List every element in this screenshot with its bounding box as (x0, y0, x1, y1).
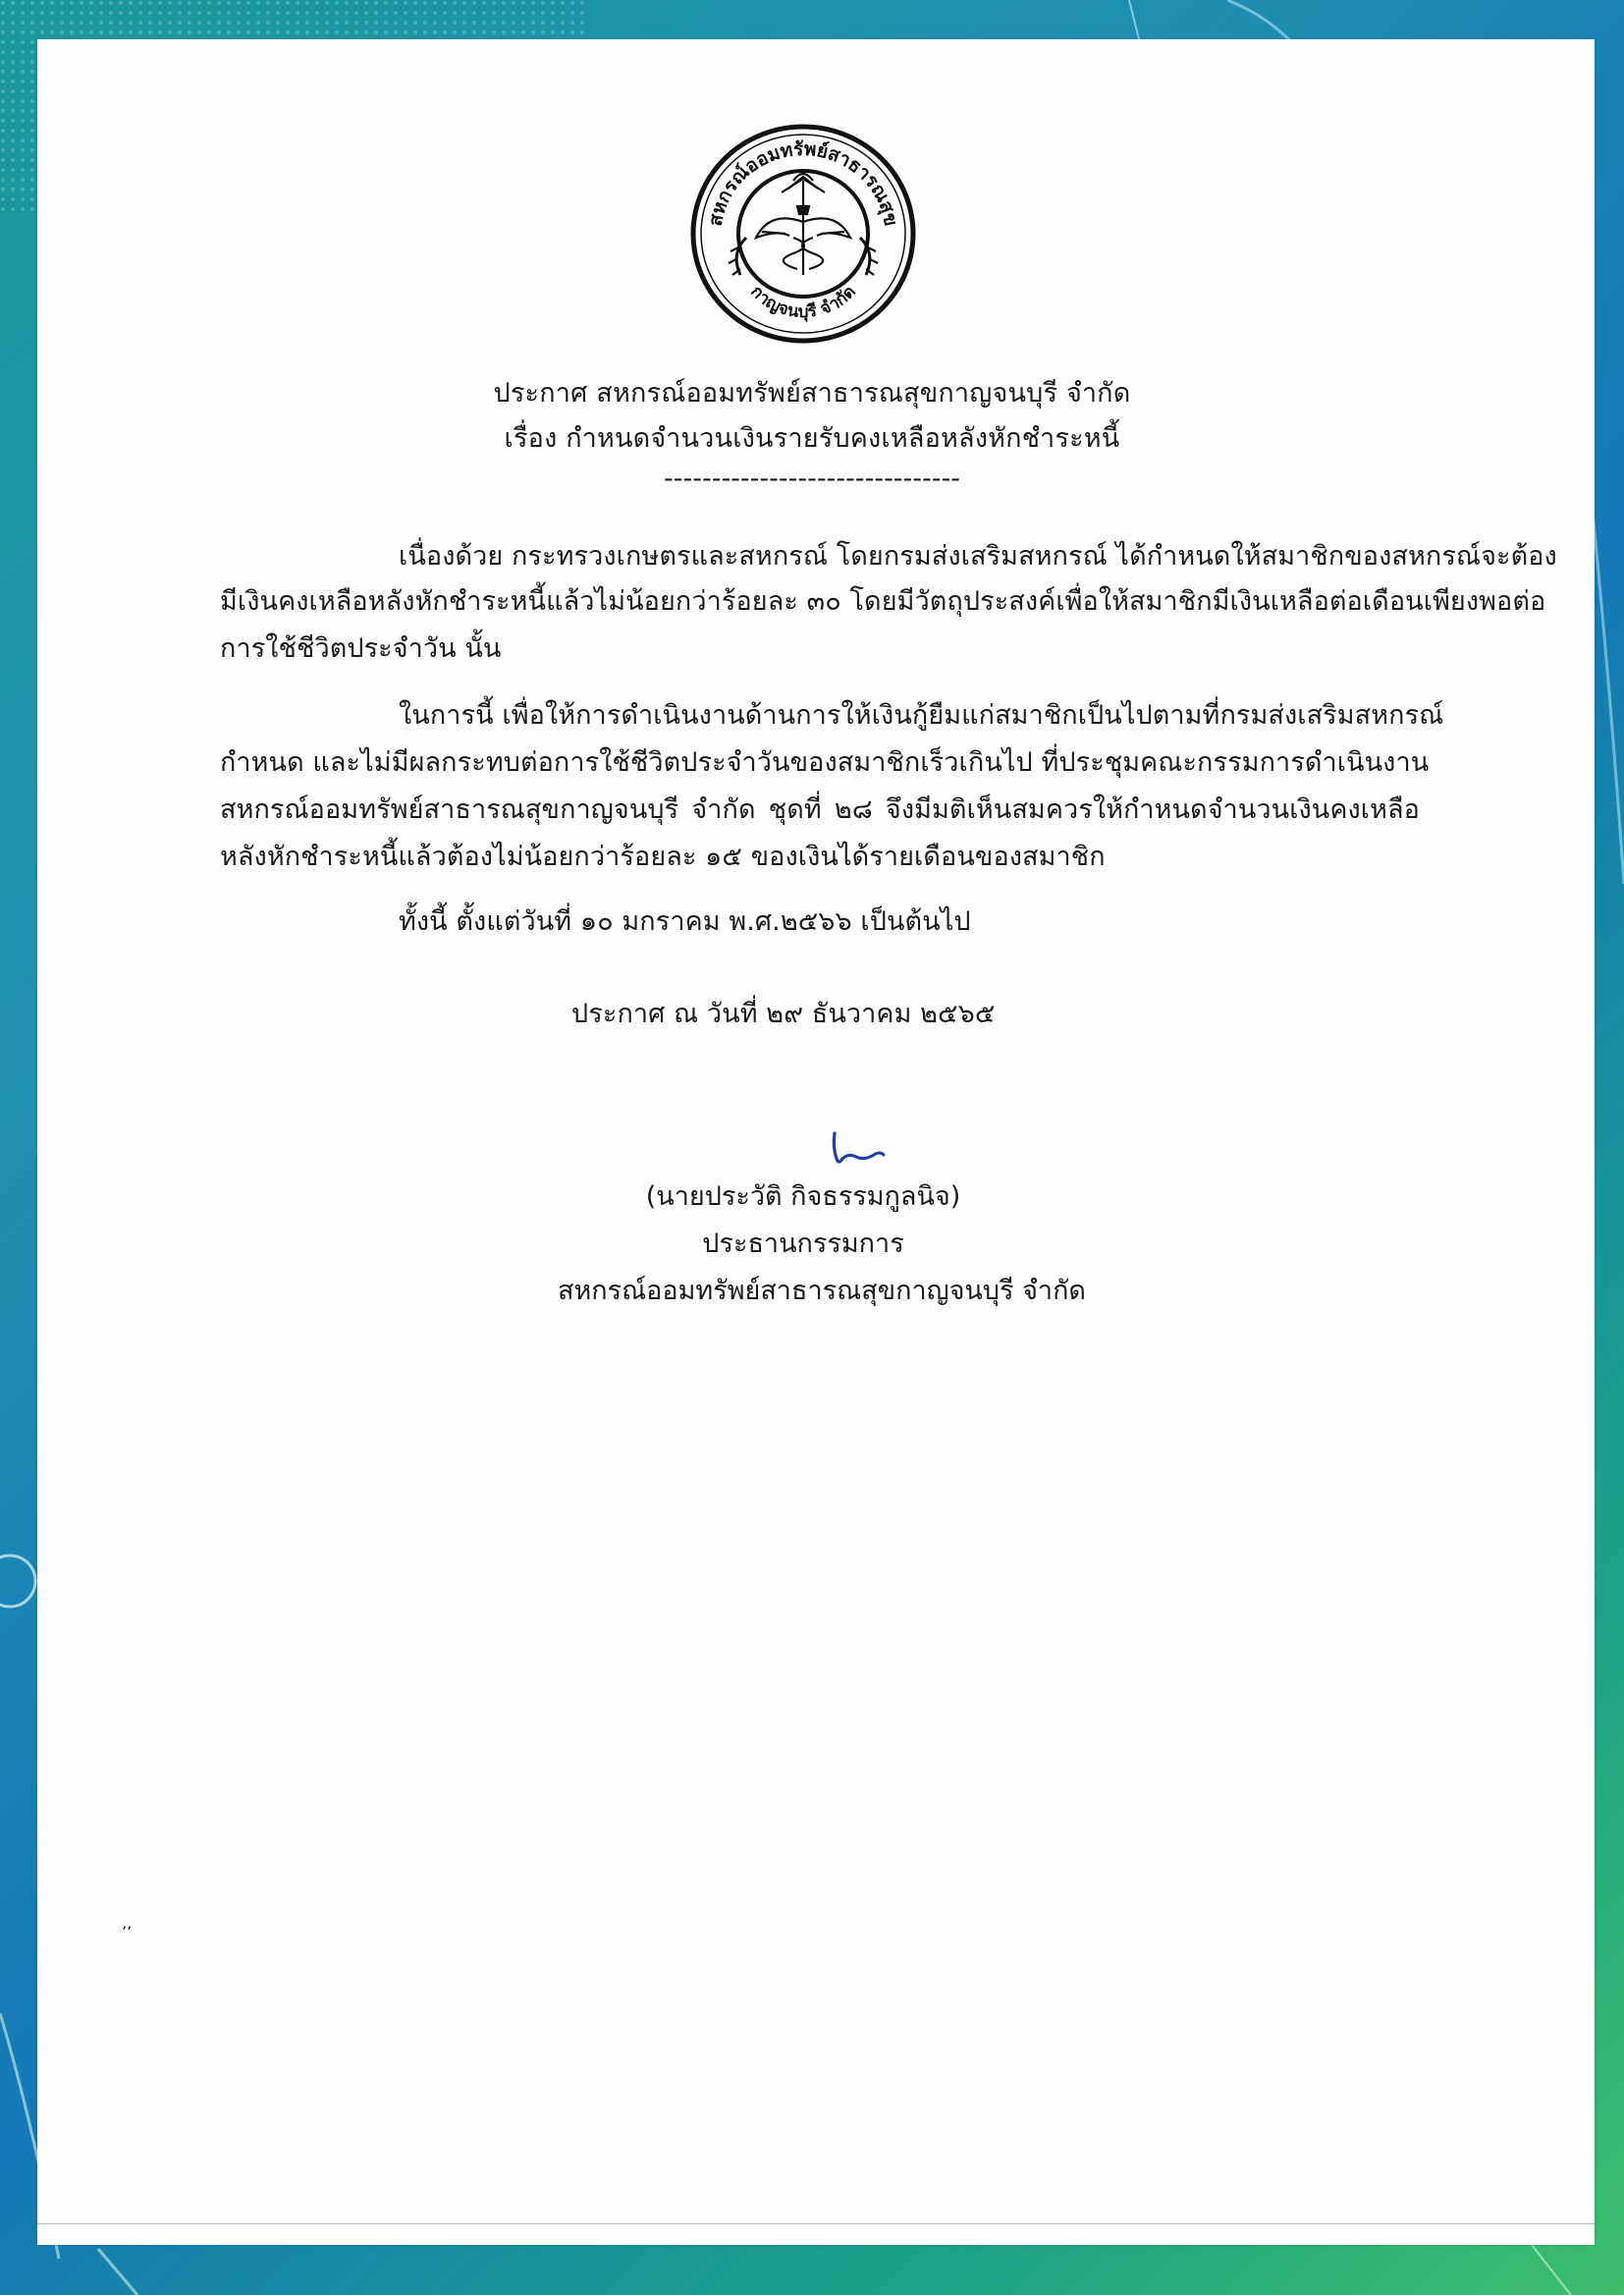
stray-mark: ’’ (122, 1923, 133, 1941)
signatory-position: ประธานกรรมการ (702, 1229, 904, 1259)
document-page (37, 39, 1595, 2245)
paragraph-2-line-3: สหกรณ์ออมทรัพย์สาธารณสุขกาญจนบุรี จำกัด ชุดที่ ๒๘ จึงมีมติเห็นสมควรให้กำหนดจำนวนเงินคงเหลือ (220, 794, 1420, 825)
announcement-heading: ประกาศ สหกรณ์ออมทรัพย์สาธารณสุขกาญจนบุรี จำกัด (493, 378, 1131, 409)
paragraph-2-line-4: หลังหักชำระหนี้แล้วต้องไม่น้อยกว่าร้อยละ ๑๕ ของเงินได้รายเดือนของสมาชิก (220, 842, 1106, 872)
announcement-subject: เรื่อง กำหนดจำนวนเงินรายรับคงเหลือหลังหักชำระหนี้ (504, 423, 1120, 454)
announcement-date: ประกาศ ณ วันที่ ๒๙ ธันวาคม ๒๕๖๕ (571, 999, 996, 1029)
paragraph-1-line-2: มีเงินคงเหลือหลังหักชำระหนี้แล้วไม่น้อยกว่าร้อยละ ๓๐ โดยมีวัตถุประสงค์เพื่อให้สมาชิกมีเงินเหลือต่อเดือนเพียงพอต่อ (220, 586, 1546, 617)
signatory-organization: สหกรณ์ออมทรัพย์สาธารณสุขกาญจนบุรี จำกัด (558, 1276, 1086, 1306)
svg-text:สหกรณ์ออมทรัพย์สาธารณสุข: สหกรณ์ออมทรัพย์สาธารณสุข (704, 137, 902, 228)
effective-date: ทั้งนี้ ตั้งแต่วันที่ ๑๐ มกราคม พ.ศ.๒๕๖๖ เป็นต้นไป (399, 906, 971, 937)
heading-divider: ------------------------------- (663, 464, 961, 494)
cooperative-seal-logo (687, 120, 919, 348)
paragraph-1-line-1: เนื่องด้วย กระทรวงเกษตรและสหกรณ์ โดยกรมส่งเสริมสหกรณ์ ได้กำหนดให้สมาชิกของสหกรณ์จะต้อง (399, 541, 1557, 572)
paragraph-2-line-2: กำหนด และไม่มีผลกระทบต่อการใช้ชีวิตประจำวันของสมาชิกเร็วเกินไป ที่ประชุมคณะกรรมการดำเนินงาน (220, 747, 1430, 778)
paragraph-2-line-1: ในการนี้ เพื่อให้การดำเนินงานด้านการให้เงินกู้ยืมแก่สมาชิกเป็นไปตามที่กรมส่งเสริมสหกรณ์ (399, 700, 1444, 731)
paragraph-1-line-3: การใช้ชีวิตประจำวัน นั้น (220, 633, 502, 664)
handwritten-signature (823, 1129, 892, 1173)
signatory-name: (นายประวัติ กิจธรรมกูลนิจ) (645, 1181, 961, 1212)
svg-text:กาญจนบุรี จำกัด: กาญจนบุรี จำกัด (746, 282, 860, 322)
bottom-rule (37, 2223, 1595, 2224)
